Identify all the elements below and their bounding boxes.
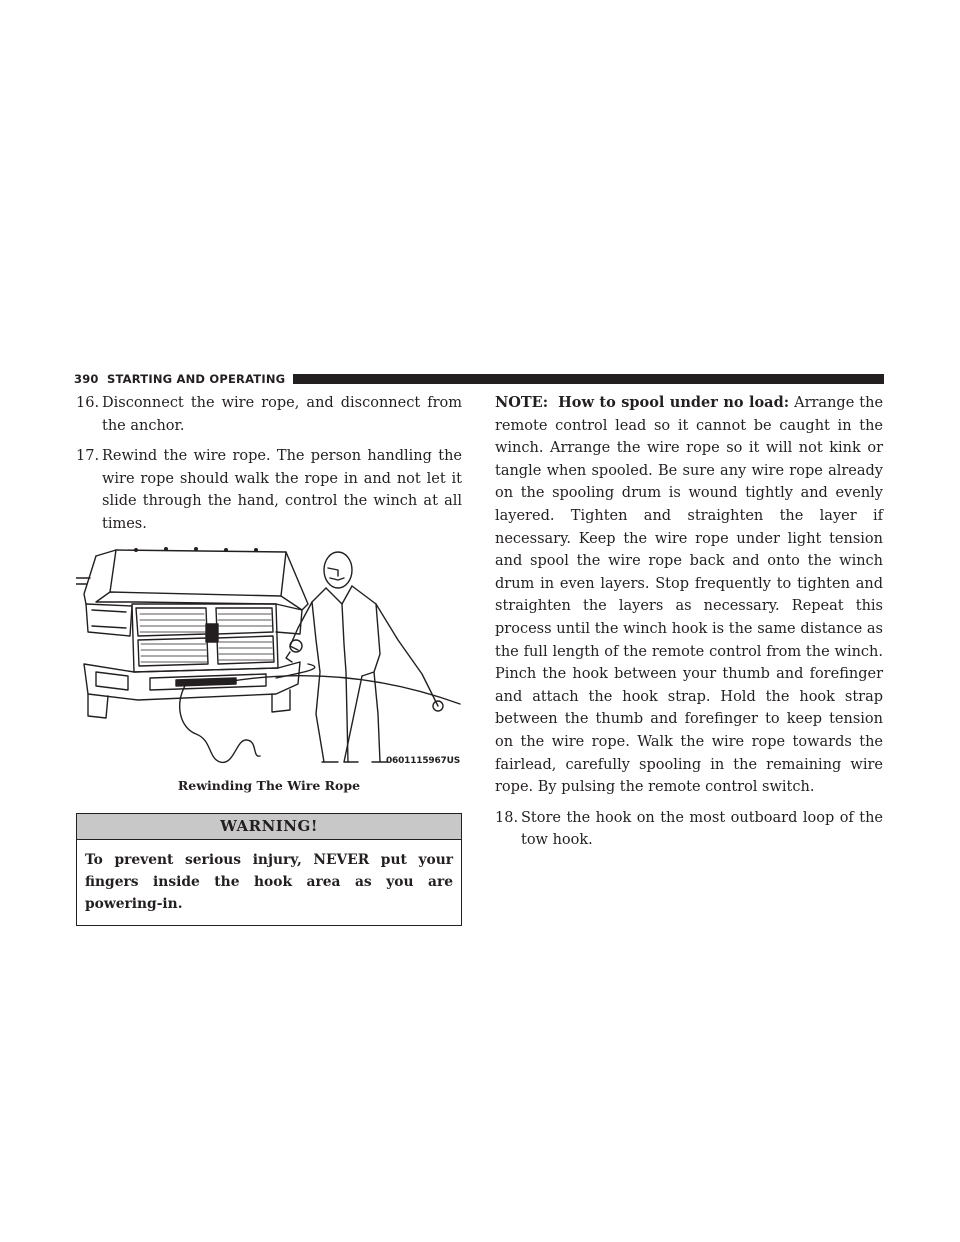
page-number: 390: [74, 372, 99, 386]
note-text: Arrange the remote control lead so it cannot be caught in the winch. Arrange the wire rope so it will not kink or tangle when spooled. Be sure any wire rope already on the spooling drum is wound tightly and evenly layered. Tighten and straighten the layer if necessary. Keep the wire rope under light tension and spool the wire rope back and onto the winch drum in even layers. Stop frequently to tighten and straighten the layers as necessary. Repeat this process until the winch hook is the same distance as the full length of the remote control from the winch. Pinch the hook between your thumb and forefinger and attach the hook strap. Hold the hook strap between the thumb and forefinger to keep tension on the wire rope. Walk the wire rope towards the fairlead, carefully spooling in the remaining wire rope. By pulsing the remote control switch.: [495, 395, 884, 796]
header-text: [74, 372, 293, 386]
figure-caption: Rewinding The Wire Rope: [177, 777, 361, 793]
section-title: STARTING AND OPERATING: [107, 372, 286, 386]
step-number: 16.: [76, 395, 100, 411]
note-paragraph: [495, 392, 883, 799]
step-number: 17.: [76, 448, 100, 465]
left-column: [76, 392, 462, 926]
step-number: 18.: [495, 809, 519, 826]
step-text: Rewind the wire rope. The person handling the wire rope should walk the rope in and not let it slide through the hand, control the winch at all times.: [102, 448, 462, 532]
step-17: [76, 445, 462, 535]
note-label: NOTE:: [495, 394, 549, 411]
figure-code: 0601115967US: [385, 755, 460, 766]
truck-and-person-drawing: [76, 544, 462, 774]
header-rule: [293, 374, 884, 384]
step-text: Store the hook on the most outboard loop of the tow hook.: [521, 809, 883, 849]
rewinding-wire-rope-illustration: [76, 544, 462, 774]
step-18: [495, 807, 883, 852]
warning-text: To prevent serious injury, NEVER put your fingers inside the hook area as you are powering-in.: [85, 851, 453, 912]
step-text: Disconnect the wire rope, and disconnect from the anchor.: [102, 395, 462, 434]
step-16: [76, 392, 462, 437]
right-column: [495, 392, 883, 860]
warning-box: [76, 813, 462, 926]
note-heading: How to spool under no load:: [558, 394, 790, 411]
warning-title: WARNING!: [77, 814, 461, 840]
page-header: [74, 372, 884, 386]
